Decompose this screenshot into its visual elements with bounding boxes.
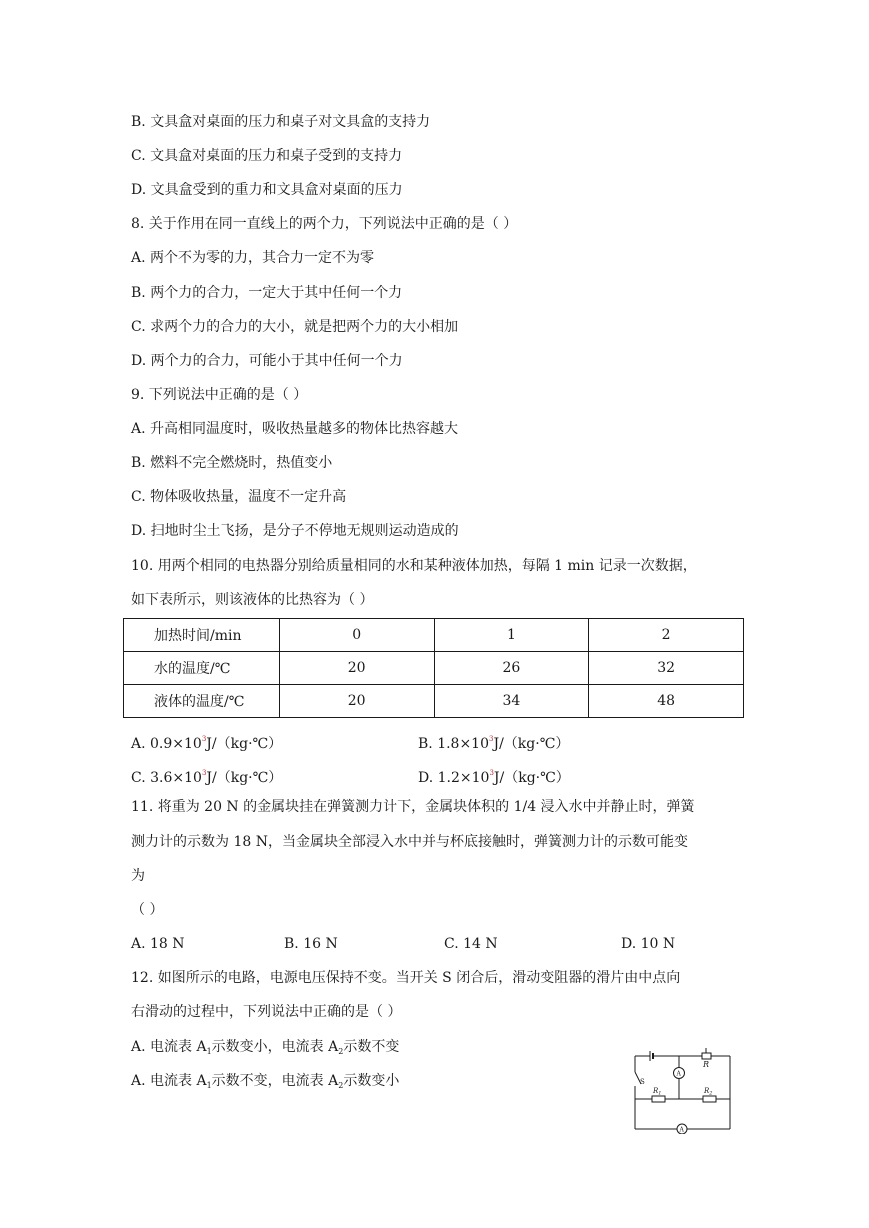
q9-option-d: D. 扫地时尘土飞扬，是分子不停地无规则运动造成的 bbox=[131, 523, 459, 539]
q7-option-b: B. 文具盒对桌面的压力和桌子对文具盒的支持力 bbox=[131, 114, 431, 130]
q11-stem-line2: 测力计的示数为 18 N，当金属块全部浸入水中并与杯底接触时，弹簧测力计的示数可能变 bbox=[131, 834, 688, 850]
q9-stem: 9. 下列说法中正确的是（ ） bbox=[131, 387, 308, 403]
q10-option-a: A. $0.9\times 10^3J/(kg\cdot℃)$ bbox=[131, 735, 283, 752]
rheostat-label: R bbox=[703, 1060, 710, 1069]
q7-option-c: C. 文具盒对桌面的压力和桌子受到的支持力 bbox=[131, 148, 403, 164]
q11-option-b: B. 16 N bbox=[284, 936, 338, 952]
q10-data-table bbox=[123, 618, 744, 718]
table-row-label: 水的温度/℃ bbox=[124, 652, 280, 685]
q11-stem-line1: 11. 将重为 20 N 的金属块挂在弹簧测力计下，金属块体积的 1/4 浸入水中并静止时，弹簧 bbox=[131, 799, 695, 815]
table-cell: 48 bbox=[589, 685, 744, 718]
resistor-r1-icon bbox=[652, 1096, 665, 1102]
resistor-r2-label: $R_2$ bbox=[704, 1087, 713, 1097]
table-cell: 1 bbox=[434, 619, 589, 652]
table-row-label: 液体的温度/℃ bbox=[124, 685, 280, 718]
circuit-diagram bbox=[628, 1044, 738, 1134]
table-cell: 0 bbox=[279, 619, 434, 652]
q9-option-c: C. 物体吸收热量，温度不一定升高 bbox=[131, 489, 347, 505]
q10-option-c: C. $3.6\times 10^3J/(kg\cdot℃)$ bbox=[131, 769, 283, 786]
table-row bbox=[124, 652, 744, 685]
q11-stem-line3: 为 bbox=[131, 868, 145, 884]
switch-label: S bbox=[640, 1078, 645, 1086]
q8-option-d: D. 两个力的合力，可能小于其中任何一个力 bbox=[131, 353, 403, 369]
q11-option-c: C. 14 N bbox=[444, 936, 498, 952]
table-cell: 20 bbox=[279, 685, 434, 718]
q11-option-a: A. 18 N bbox=[131, 936, 185, 952]
resistor-r1-label: $R_1$ bbox=[653, 1087, 662, 1097]
table-row-label: 加热时间/min bbox=[124, 619, 280, 652]
q12-stem-line1: 12. 如图所示的电路，电源电压保持不变。当开关 S 闭合后，滑动变阻器的滑片由中点向 bbox=[131, 970, 681, 986]
ammeter-a2-label: A bbox=[679, 1126, 684, 1134]
table-cell: 26 bbox=[434, 652, 589, 685]
q9-option-b: B. 燃料不完全燃烧时，热值变小 bbox=[131, 455, 333, 471]
table-cell: 32 bbox=[589, 652, 744, 685]
q10-option-b: B. $1.8\times 10^3J/(kg\cdot℃)$ bbox=[418, 735, 570, 752]
rheostat-icon bbox=[702, 1053, 711, 1059]
table-cell: 2 bbox=[589, 619, 744, 652]
table-row bbox=[124, 619, 744, 652]
resistor-r2-icon bbox=[703, 1096, 716, 1102]
table-row bbox=[124, 685, 744, 718]
q11-answer-paren: （ ） bbox=[131, 902, 164, 918]
q10-stem-line1: 10. 用两个相同的电热器分别给质量相同的水和某种液体加热，每隔 1 min 记录一次数据， bbox=[131, 558, 697, 574]
q10-stem-line2: 如下表所示，则该液体的比热容为（ ） bbox=[131, 592, 374, 608]
table-cell: 34 bbox=[434, 685, 589, 718]
table-cell: 20 bbox=[279, 652, 434, 685]
q8-option-b: B. 两个力的合力，一定大于其中任何一个力 bbox=[131, 285, 403, 301]
q12-option-a: A. 电流表 $A_1$示数变小，电流表 $A_2$示数不变 bbox=[131, 1039, 400, 1056]
q12-option-b: A. 电流表 $A_1$示数不变，电流表 $A_2$示数变小 bbox=[131, 1073, 400, 1090]
q8-option-c: C. 求两个力的合力的大小，就是把两个力的大小相加 bbox=[131, 319, 459, 335]
q8-stem: 8. 关于作用在同一直线上的两个力，下列说法中正确的是（ ） bbox=[131, 216, 518, 232]
q12-stem-line2: 右滑动的过程中，下列说法中正确的是（ ） bbox=[131, 1004, 402, 1020]
q9-option-a: A. 升高相同温度时，吸收热量越多的物体比热容越大 bbox=[131, 421, 459, 437]
q10-option-d: D. $1.2\times 10^3J/(kg\cdot℃)$ bbox=[418, 769, 570, 786]
q11-option-d: D. 10 N bbox=[621, 936, 676, 952]
q7-option-d: D. 文具盒受到的重力和文具盒对桌面的压力 bbox=[131, 182, 403, 198]
q8-option-a: A. 两个不为零的力，其合力一定不为零 bbox=[131, 250, 375, 266]
ammeter-a1-label: A bbox=[676, 1070, 681, 1078]
